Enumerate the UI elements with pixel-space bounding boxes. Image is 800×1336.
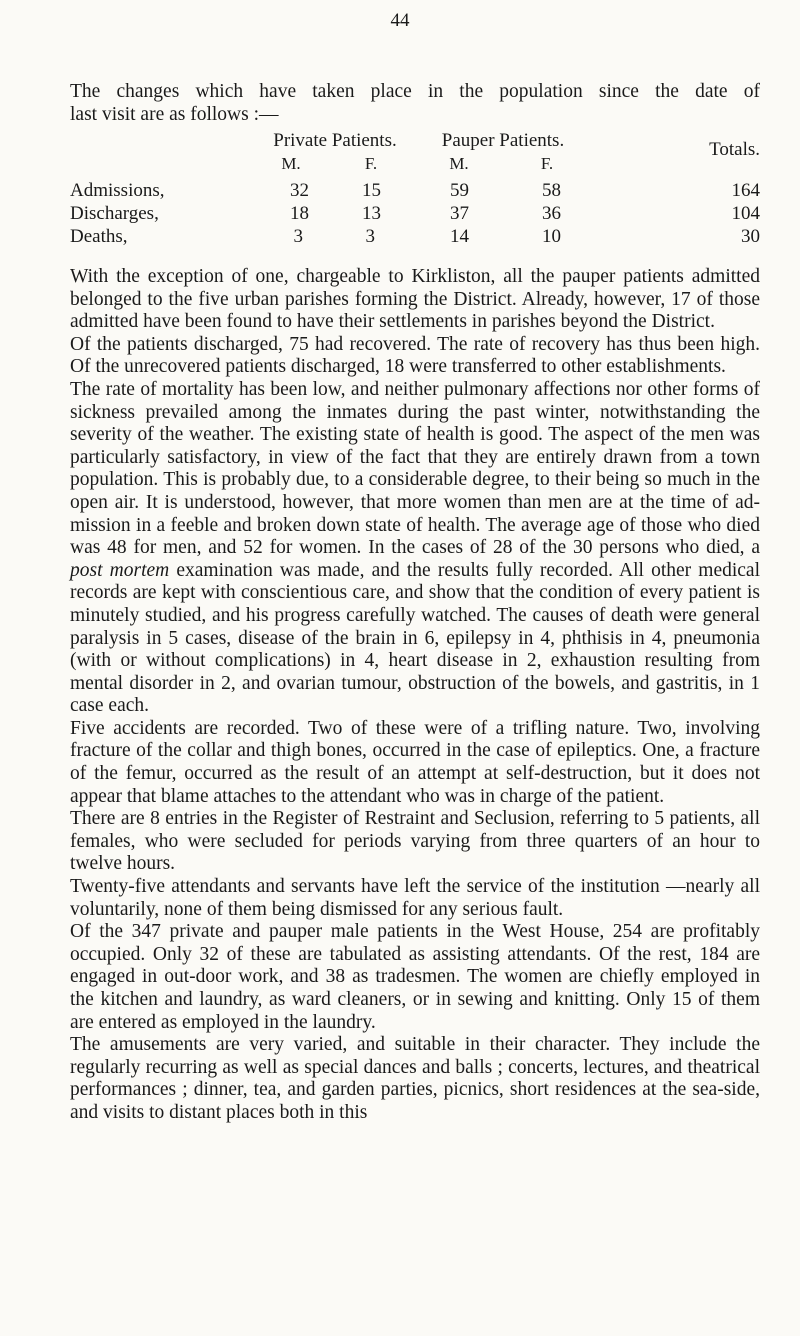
table-cell: 14 (450, 226, 469, 247)
paragraph: With the exception of one, chargeable to Kirkliston, all the pauper patients admitted belonged to the five urban parishes forming the District. Already, however, 17 of those admitted have been found to have their settlements in parishes beyond the District. (70, 266, 760, 333)
table-cell: 10 (542, 226, 561, 247)
pauper-female-header: F. (540, 154, 554, 173)
table-cell: 18 (290, 203, 309, 224)
totals-header: Totals. (709, 139, 760, 160)
private-patients-header: Private Patients. (273, 130, 397, 151)
population-table (70, 128, 760, 248)
row-label: Admissions, (70, 180, 165, 201)
table-cell: 58 (542, 180, 561, 201)
paragraph-text: The rate of mortality has been low, and neither pulmonary affections nor other forms of sickness prevailed among the inmates during the past winter, notwithstanding the severity of the weather. The existing state of health is good. The aspect of the men was particularly satisfactory, in view of the fact that they are entirely drawn from a town population. This is probably due, to a considerable degree, to their being so much in the open air. It is understood, however, that more women than men are at the time of admission in a feeble and broken down state of health. The average age of those who died was 48 for men, and 52 for women. In the cases of 28 of the 30 persons who died, a (70, 378, 760, 559)
table-cell: 30 (741, 226, 760, 247)
row-label: Discharges, (70, 203, 159, 224)
table-cell: 32 (290, 180, 309, 201)
table-row (70, 202, 760, 225)
table-row (70, 172, 760, 202)
pauper-patients-header: Pauper Patients. (441, 130, 565, 151)
private-male-header: M. (281, 154, 301, 173)
table-row (70, 225, 760, 248)
table-cell: 3 (365, 226, 375, 247)
intro-paragraph (70, 80, 760, 126)
page-number: 44 (390, 10, 410, 31)
table-cell: 15 (362, 180, 381, 201)
body-text (70, 266, 760, 1125)
italic-text: post mortem (70, 559, 170, 581)
intro-line-2: last visit are as follows :— (70, 104, 279, 125)
intro-line-1: The changes which have taken place in the population since the date of (70, 81, 760, 102)
paragraph (70, 379, 760, 718)
paragraph-text: examination was made, and the results fully recorded. All other medical records are kept with conscientious care, and show that the condition of every patient is minutely studied, and his progress carefully watched. The causes of death were general paralysis in 5 cases, disease of the brain in 6, epilepsy in 4, phthisis in 4, pneumonia (with or without complications) in 4, heart disease in 2, exhaustion resulting from mental disorder in 2, and ovarian tumour, obstruction of the bowels, and gastritis, in 1 case each. (70, 559, 760, 717)
paragraph: Of the patients discharged, 75 had recovered. The rate of recovery has thus been high. Of the unrecovered patients discharged, 18 were transferred to other establishments. (70, 333, 760, 378)
paragraph: There are 8 entries in the Register of Restraint and Seclusion, referring to 5 patients, all females, who were secluded for periods varying from three quarters of an hour to twelve hours. (70, 808, 760, 875)
private-female-header: F. (364, 154, 378, 173)
table-cell: 36 (542, 203, 561, 224)
table-cell: 164 (731, 180, 760, 201)
table-cell: 59 (450, 180, 469, 201)
table-cell: 3 (293, 226, 303, 247)
row-label: Deaths, (70, 226, 128, 247)
table-cell: 104 (731, 203, 760, 224)
pauper-male-header: M. (449, 154, 469, 173)
paragraph: Twenty-five attendants and servants have left the service of the institution —nearly all voluntarily, none of them being dismissed for any serious fault. (70, 876, 760, 920)
paragraph: The amusements are very varied, and suitable in their character. They include the regularly recurring as well as special dances and balls ; concerts, lectures, and theatrical performances ; dinner, tea, and garden parties, picnics, short residences at the sea-side, and visits to distant places both in this (70, 1034, 760, 1123)
table-group-header-row (70, 128, 760, 150)
paragraph: Of the 347 private and pauper male patients in the West House, 254 are profitably occupied. Only 32 of these are tabulated as assisting attendants. Of the rest, 184 are engaged in out-door work, and 38 as tradesmen. The women are chiefly employed in the kitchen and laundry, as ward cleaners, or in sewing and knitting. Only 15 of them are entered as employed in the laundry. (70, 921, 760, 1033)
table-cell: 37 (450, 203, 469, 224)
table-cell: 13 (362, 203, 381, 224)
paragraph: Five accidents are recorded. Two of these were of a trifling nature. Two, involving fracture of the collar and thigh bones, occurred in the case of epileptics. One, a fracture of the femur, occurred as the result of an attempt at self-destruction, but it does not appear that blame attaches to the attendant who was in charge of the patient. (70, 717, 760, 807)
